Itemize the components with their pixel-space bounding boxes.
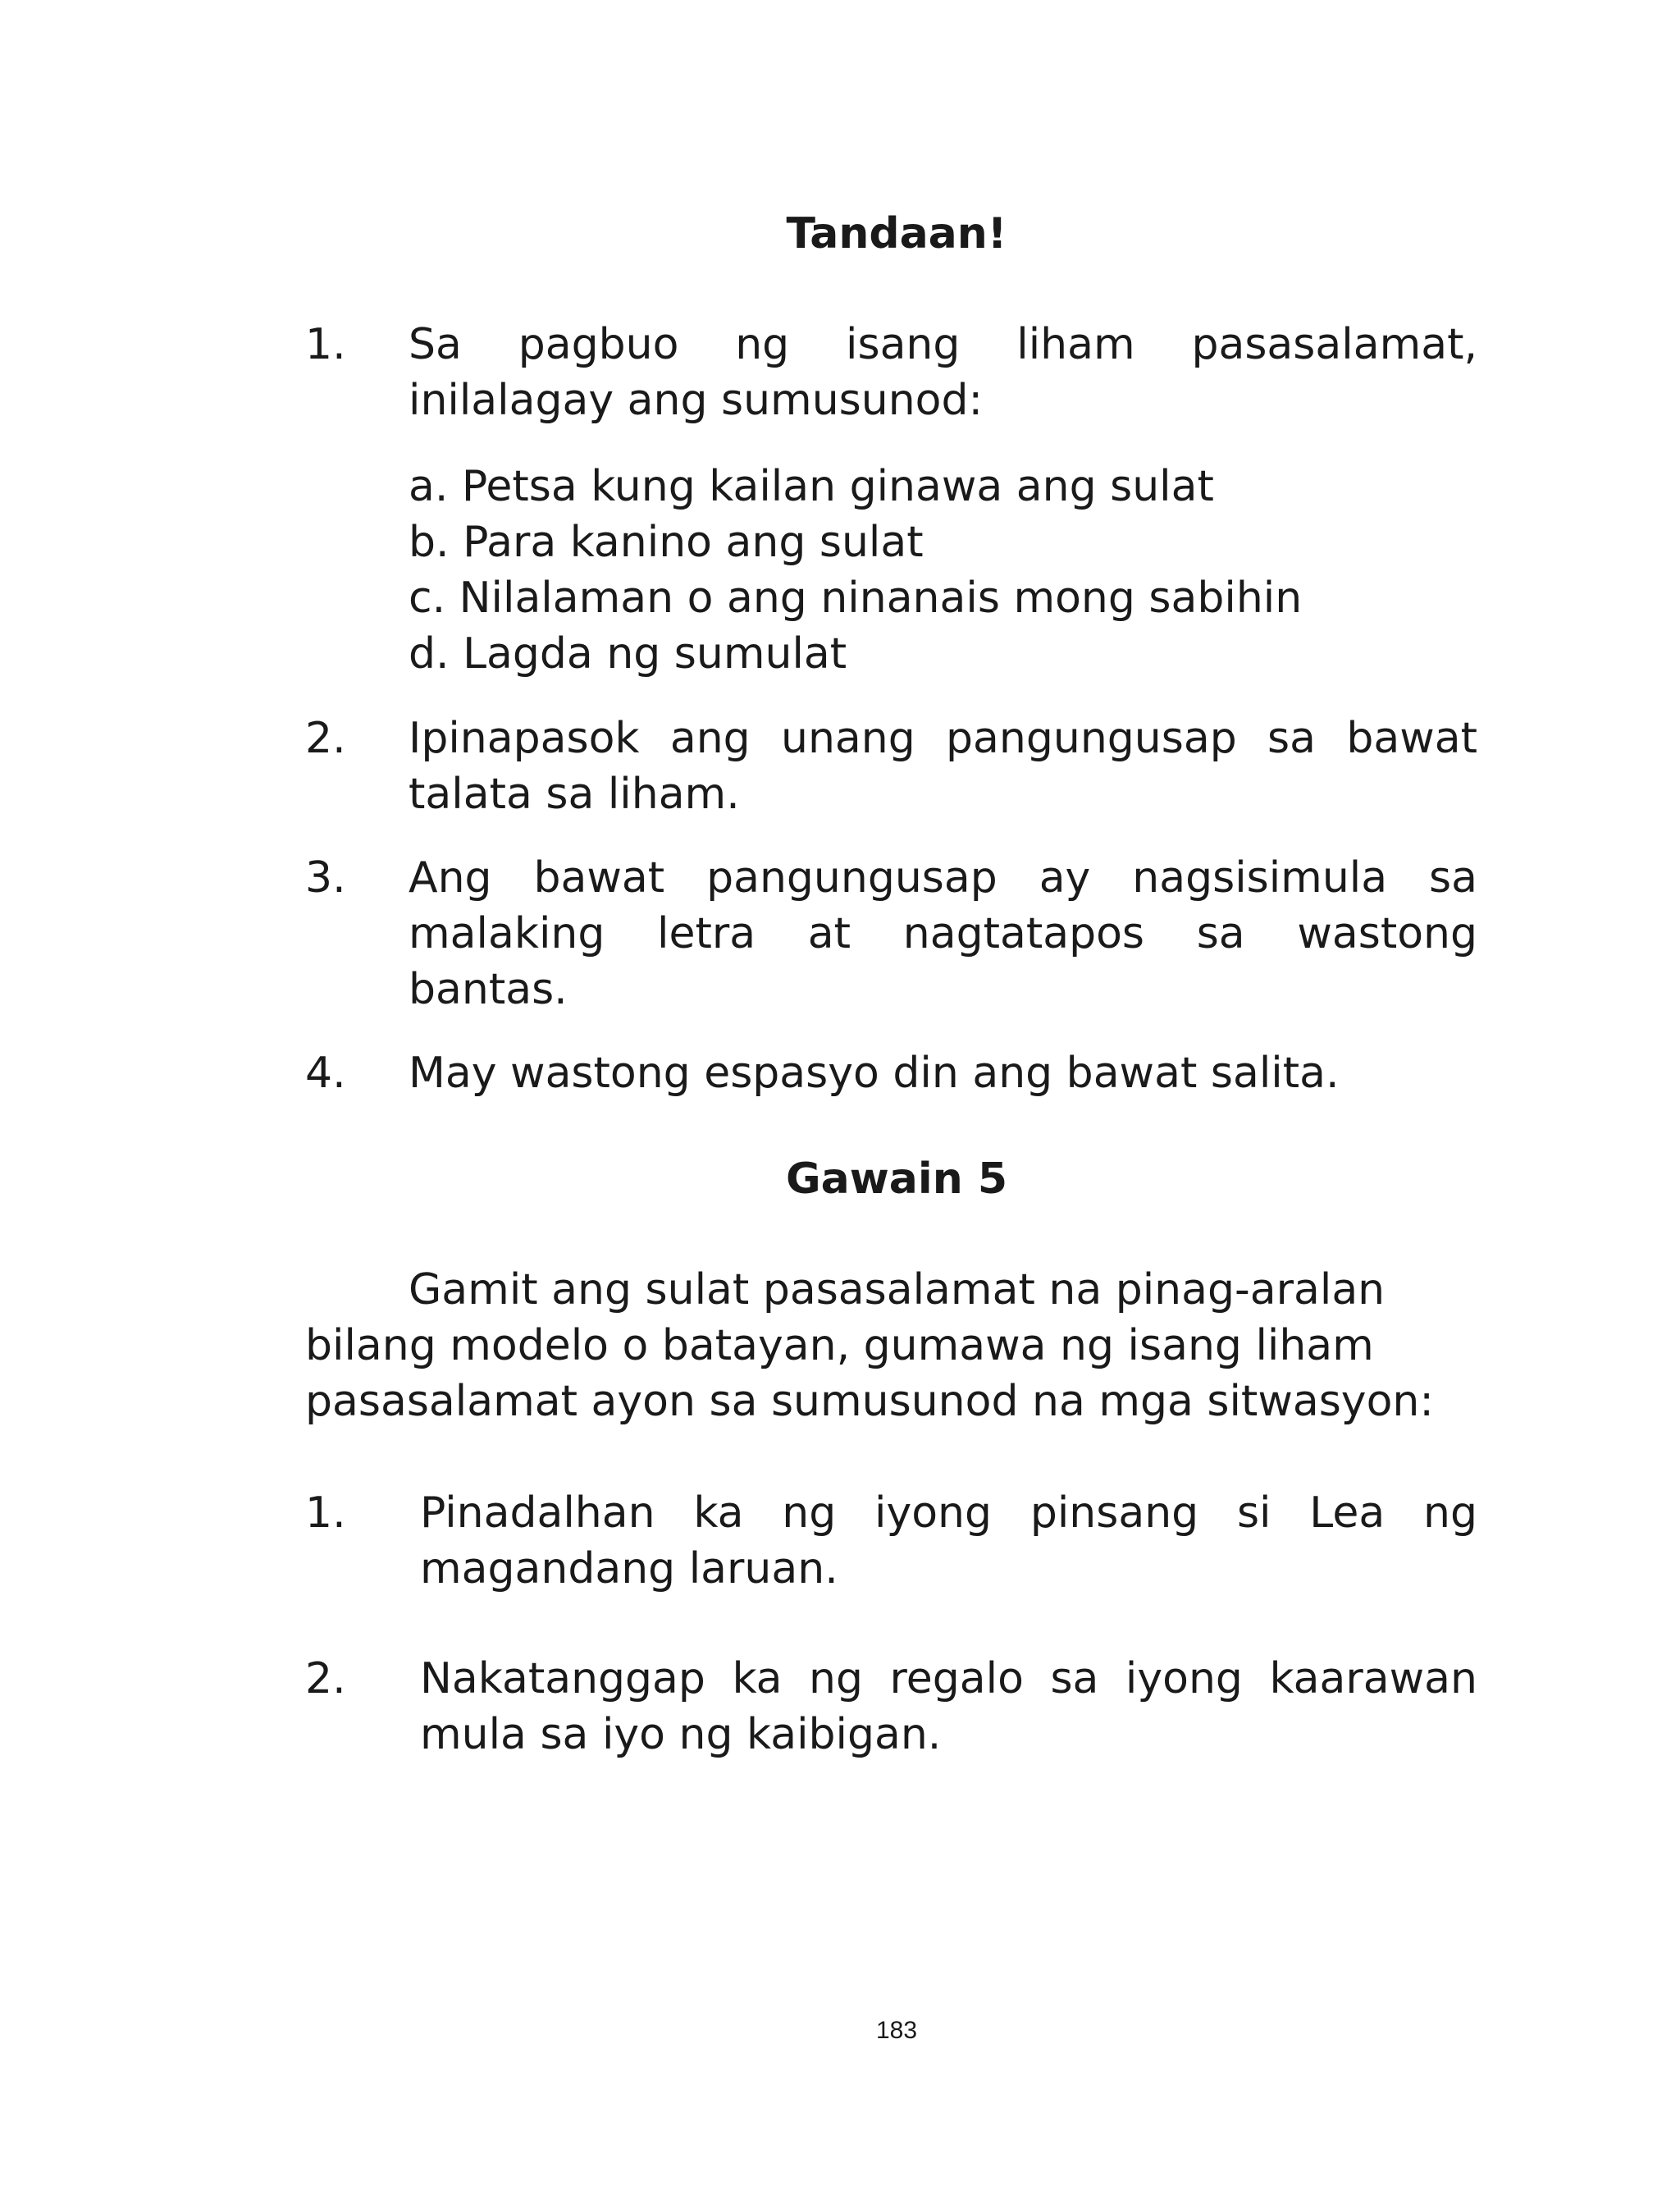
list-item-text: [420, 1485, 1477, 1597]
sub-item: d. Lagda ng sumulat: [409, 629, 847, 679]
list-number: 2.: [305, 1654, 346, 1703]
list-number: 1.: [305, 320, 346, 369]
list-item-text: [420, 1651, 1477, 1763]
list-item-line: Nakatanggap ka ng regalo sa iyong kaarawan: [420, 1654, 1477, 1703]
sub-item: c. Nilalaman o ang ninanais mong sabihin: [409, 574, 1303, 623]
list-item-line: inilalagay ang sumusunod:: [409, 376, 984, 425]
list-item-line: May wastong espasyo din ang bawat salita.: [409, 1049, 1340, 1098]
list-item-line: Sa pagbuo ng isang liham pasasalamat,: [409, 320, 1477, 369]
paragraph-line: bilang modelo o batayan, gumawa ng isang liham: [305, 1321, 1374, 1370]
list-number: 4.: [305, 1049, 346, 1098]
list-item-line: Ipinapasok ang unang pangungusap sa bawat: [409, 714, 1477, 763]
list-number: 3.: [305, 853, 346, 903]
list-item-line: Ang bawat pangungusap ay nagsisimula sa: [409, 853, 1477, 903]
list-item-line: mula sa iyo ng kaibigan.: [420, 1710, 942, 1759]
list-number: 1.: [305, 1488, 346, 1538]
list-item-line: magandang laruan.: [420, 1544, 838, 1593]
instruction-paragraph: [305, 1262, 1434, 1429]
list-item-line: malaking letra at nagtatapos sa wastong: [409, 909, 1477, 958]
list-item-line: talata sa liham.: [409, 770, 740, 819]
sub-item: b. Para kanino ang sulat: [409, 518, 924, 567]
list-item-line: bantas.: [409, 965, 568, 1014]
paragraph-line: Gamit ang sulat pasasalamat na pinag-aralan: [409, 1265, 1386, 1314]
list-item-text: [409, 1045, 1477, 1101]
list-item-line: Pinadalhan ka ng iyong pinsang si Lea ng: [420, 1488, 1477, 1538]
list-item-text: [409, 711, 1477, 822]
list-item-text: [409, 317, 1477, 428]
section-title-tandaan: Tandaan!: [786, 209, 1007, 258]
sub-item: a. Petsa kung kailan ginawa ang sulat: [409, 462, 1214, 511]
section-title-gawain: Gawain 5: [785, 1154, 1008, 1204]
list-number: 2.: [305, 714, 346, 763]
paragraph-line: pasasalamat ayon sa sumusunod na mga sitwasyon:: [305, 1377, 1434, 1426]
page-number: 183: [875, 2017, 918, 2044]
list-item-text: [409, 850, 1477, 1017]
